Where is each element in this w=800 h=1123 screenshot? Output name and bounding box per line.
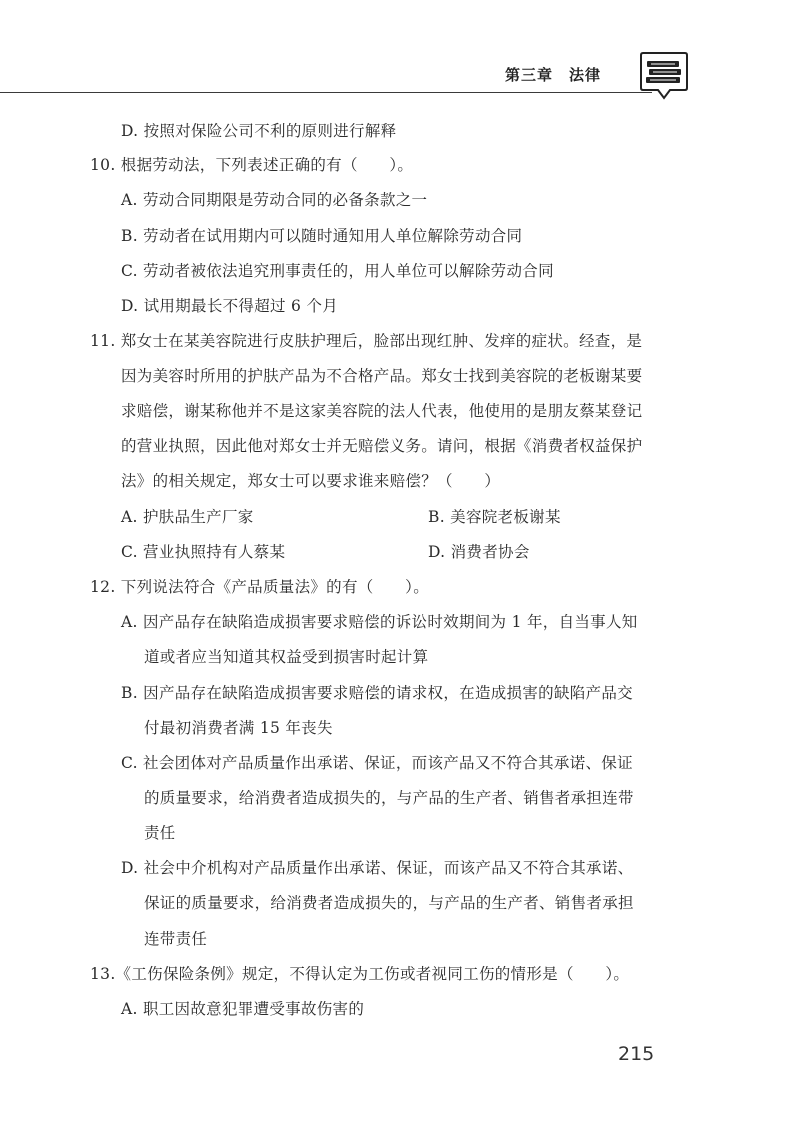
page-number: 215 (618, 1043, 655, 1065)
q13-stem: 13.《工伤保险条例》规定，不得认定为工伤或者视同工伤的情形是（ ）。 (90, 965, 630, 983)
q10-option-a: A. 劳动合同期限是劳动合同的必备条款之一 (121, 191, 428, 209)
q11-option-a: A. 护肤品生产厂家 (121, 508, 254, 526)
q12-option-d-line: D. 社会中介机构对产品质量作出承诺、保证，而该产品又不符合其承诺、 (121, 859, 634, 877)
q9-option-d: D. 按照对保险公司不利的原则进行解释 (121, 122, 397, 140)
q12-option-a-line: 道或者应当知道其权益受到损害时起计算 (144, 648, 429, 666)
q10-option-c: C. 劳动者被依法追究刑事责任的，用人单位可以解除劳动合同 (121, 262, 554, 280)
q12-stem: 12. 下列说法符合《产品质量法》的有（ ）。 (90, 578, 430, 596)
q12-option-c-line: 的质量要求，给消费者造成损失的，与产品的生产者、销售者承担连带 (144, 789, 634, 807)
q12-option-c-line: C. 社会团体对产品质量作出承诺、保证，而该产品又不符合其承诺、保证 (121, 754, 633, 772)
q11-stem-line: 求赔偿，谢某称他并不是这家美容院的法人代表，他使用的是朋友蔡某登记 (121, 402, 643, 420)
q11-option-c: C. 营业执照持有人蔡某 (121, 543, 286, 561)
q10-option-d: D. 试用期最长不得超过 6 个月 (121, 297, 339, 315)
q12-option-d-line: 保证的质量要求，给消费者造成损失的，与产品的生产者、销售者承担 (144, 894, 634, 912)
q11-stem-line: 11. 郑女士在某美容院进行皮肤护理后，脸部出现红肿、发痒的症状。经查，是 (90, 332, 643, 350)
q10-stem: 10. 根据劳动法，下列表述正确的有（ ）。 (90, 156, 414, 174)
q12-option-d-line: 连带责任 (144, 930, 208, 948)
q12-option-b-line: B. 因产品存在缺陷造成损害要求赔偿的请求权，在造成损害的缺陷产品交 (121, 684, 633, 702)
q11-stem-line: 的营业执照，因此他对郑女士并无赔偿义务。请问，根据《消费者权益保护 (121, 437, 643, 455)
q11-option-b: B. 美容院老板谢某 (428, 508, 561, 526)
q12-option-b-line: 付最初消费者满 15 年丧失 (144, 719, 333, 737)
q11-stem-line: 法》的相关规定，郑女士可以要求谁来赔偿？（ ） (121, 472, 501, 490)
q10-option-b: B. 劳动者在试用期内可以随时通知用人单位解除劳动合同 (121, 227, 523, 245)
books-icon (639, 50, 689, 102)
q12-option-a-line: A. 因产品存在缺陷造成损害要求赔偿的诉讼时效期间为 1 年，自当事人知 (121, 613, 638, 631)
q11-option-d: D. 消费者协会 (428, 543, 530, 561)
q13-option-a: A. 职工因故意犯罪遭受事故伤害的 (121, 1000, 365, 1018)
header-divider (0, 92, 652, 93)
q11-stem-line: 因为美容时所用的护肤产品为不合格产品。郑女士找到美容院的老板谢某要 (121, 367, 643, 385)
chapter-title: 第三章 法律 (505, 66, 602, 84)
q12-option-c-line: 责任 (144, 824, 176, 842)
